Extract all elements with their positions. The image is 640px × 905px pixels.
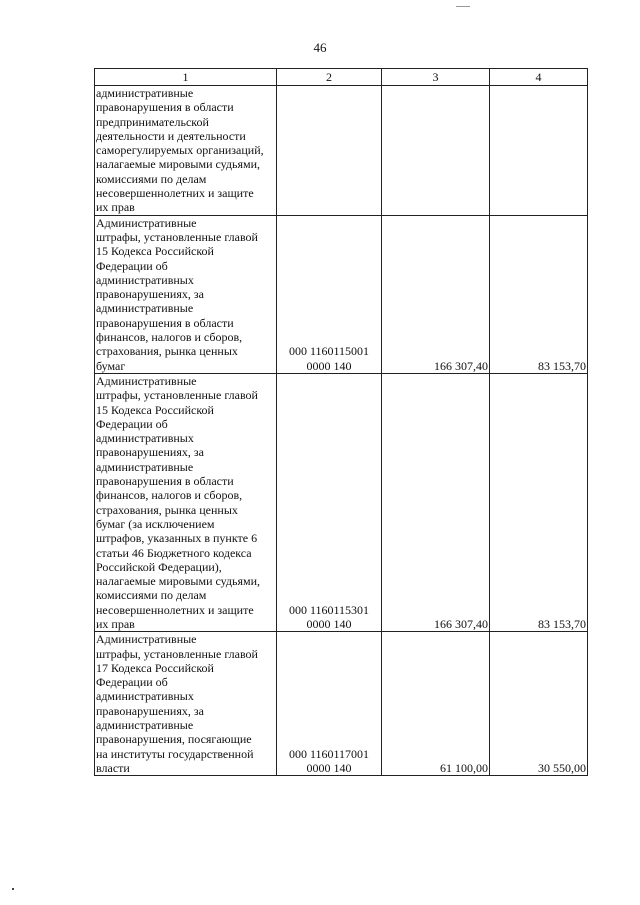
budget-table — [94, 68, 588, 776]
row-amount-col3: 166 307,40 — [382, 373, 490, 631]
row-budget-code — [277, 86, 382, 216]
header-col-3: 3 — [382, 69, 490, 86]
page-number: 46 — [313, 40, 327, 55]
header-col-2: 2 — [277, 69, 382, 86]
row-amount-col3: 166 307,40 — [382, 215, 490, 373]
table-row — [95, 632, 588, 776]
header-col-1: 1 — [95, 69, 277, 86]
table-header-row — [95, 69, 588, 86]
row-budget-code: 000 1160115301 0000 140 — [277, 373, 382, 631]
row-budget-code: 000 1160115001 0000 140 — [277, 215, 382, 373]
row-amount-col3: 61 100,00 — [382, 632, 490, 776]
table-row — [95, 215, 588, 373]
row-description: Административные штрафы, установленные главой 15 Кодекса Российской Федерации об административных правонарушениях, за административные правонарушения в области финансов, налогов и сборов, страхования, рынка ценных бумаг (за исключением штрафов, указанных в пункте 6 статьи 46 Бюджетного кодекса Российской Федерации), налагаемые мировыми судьями, комиссиями по делам несовершеннолетних и защите их прав — [95, 373, 277, 631]
row-amount-col3 — [382, 86, 490, 216]
scan-speck — [456, 6, 470, 7]
scan-speck — [12, 888, 14, 890]
row-description: Административные штрафы, установленные главой 17 Кодекса Российской Федерации об административных правонарушениях, за административные правонарушения, посягающие на институты государственной власти — [95, 632, 277, 776]
table-row — [95, 373, 588, 631]
row-amount-col4: 30 550,00 — [490, 632, 588, 776]
row-amount-col4 — [490, 86, 588, 216]
table-row — [95, 86, 588, 216]
header-col-4: 4 — [490, 69, 588, 86]
row-description: Административные штрафы, установленные главой 15 Кодекса Российской Федерации об административных правонарушениях, за административные правонарушения в области финансов, налогов и сборов, страхования, рынка ценных бумаг — [95, 215, 277, 373]
row-description: административные правонарушения в области предпринимательской деятельности и деятельности саморегулируемых организаций, налагаемые мировыми судьями, комиссиями по делам несовершеннолетних и защите их прав — [95, 86, 277, 216]
row-amount-col4: 83 153,70 — [490, 373, 588, 631]
row-budget-code: 000 1160117001 0000 140 — [277, 632, 382, 776]
row-amount-col4: 83 153,70 — [490, 215, 588, 373]
